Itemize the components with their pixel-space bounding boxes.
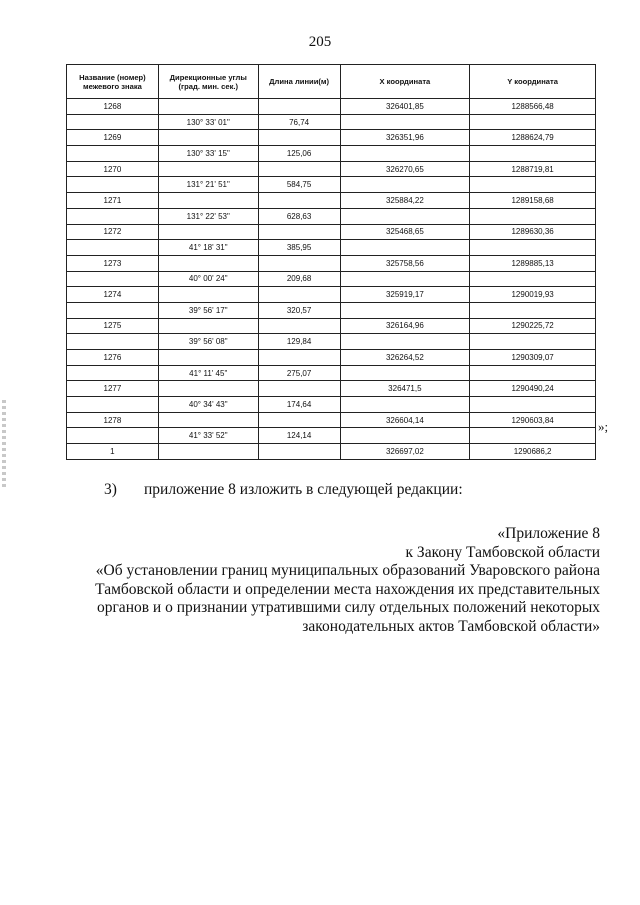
appendix-line: «Приложение 8 xyxy=(497,525,600,542)
cell-x-coordinate xyxy=(340,114,470,130)
table-row xyxy=(67,381,596,397)
cell-marker-name xyxy=(67,146,159,162)
cell-line-length xyxy=(258,381,340,397)
cell-x-coordinate: 325884,22 xyxy=(340,193,470,209)
cell-x-coordinate: 326697,02 xyxy=(340,444,470,460)
cell-direction-angle: 130° 33' 01" xyxy=(158,114,258,130)
coordinates-table xyxy=(66,64,596,460)
cell-line-length: 584,75 xyxy=(258,177,340,193)
cell-line-length xyxy=(258,99,340,115)
cell-marker-name xyxy=(67,177,159,193)
cell-line-length xyxy=(258,412,340,428)
cell-marker-name: 1276 xyxy=(67,350,159,366)
table-row xyxy=(67,177,596,193)
table-body xyxy=(67,99,596,460)
cell-y-coordinate: 1288719,81 xyxy=(470,161,596,177)
cell-y-coordinate xyxy=(470,365,596,381)
cell-y-coordinate xyxy=(470,240,596,256)
cell-marker-name xyxy=(67,240,159,256)
header-x-coordinate: X координата xyxy=(340,65,470,99)
cell-y-coordinate: 1290603,84 xyxy=(470,412,596,428)
cell-direction-angle xyxy=(158,193,258,209)
cell-marker-name xyxy=(67,334,159,350)
cell-x-coordinate xyxy=(340,240,470,256)
cell-y-coordinate xyxy=(470,177,596,193)
table-row xyxy=(67,397,596,413)
cell-direction-angle xyxy=(158,99,258,115)
cell-x-coordinate: 325468,65 xyxy=(340,224,470,240)
cell-line-length xyxy=(258,255,340,271)
amendment-item xyxy=(104,481,463,499)
cell-marker-name: 1269 xyxy=(67,130,159,146)
table-row xyxy=(67,193,596,209)
cell-y-coordinate: 1290686,2 xyxy=(470,444,596,460)
cell-y-coordinate xyxy=(470,271,596,287)
table-row xyxy=(67,365,596,381)
cell-x-coordinate xyxy=(340,365,470,381)
cell-marker-name: 1271 xyxy=(67,193,159,209)
table-row xyxy=(67,302,596,318)
cell-x-coordinate: 325758,56 xyxy=(340,255,470,271)
cell-marker-name xyxy=(67,365,159,381)
cell-x-coordinate: 325919,17 xyxy=(340,287,470,303)
cell-line-length: 129,84 xyxy=(258,334,340,350)
appendix-heading xyxy=(80,525,600,636)
amendment-item-number: 3) xyxy=(104,481,117,498)
cell-marker-name: 1278 xyxy=(67,412,159,428)
table-row xyxy=(67,287,596,303)
table-row xyxy=(67,350,596,366)
cell-direction-angle xyxy=(158,287,258,303)
cell-marker-name: 1270 xyxy=(67,161,159,177)
cell-line-length xyxy=(258,350,340,366)
cell-marker-name: 1 xyxy=(67,444,159,460)
cell-direction-angle xyxy=(158,224,258,240)
cell-line-length xyxy=(258,287,340,303)
cell-marker-name: 1268 xyxy=(67,99,159,115)
cell-y-coordinate: 1288624,79 xyxy=(470,130,596,146)
header-direction-angles: Дирекционные углы (град. мин. сек.) xyxy=(158,65,258,99)
cell-direction-angle: 131° 21' 51" xyxy=(158,177,258,193)
cell-marker-name xyxy=(67,208,159,224)
cell-marker-name xyxy=(67,114,159,130)
cell-line-length xyxy=(258,161,340,177)
cell-direction-angle: 130° 33' 15" xyxy=(158,146,258,162)
cell-x-coordinate xyxy=(340,397,470,413)
header-line-length: Длина линии(м) xyxy=(258,65,340,99)
page-number: 205 xyxy=(308,34,332,50)
table-row xyxy=(67,130,596,146)
cell-line-length: 385,95 xyxy=(258,240,340,256)
cell-direction-angle xyxy=(158,130,258,146)
cell-x-coordinate xyxy=(340,271,470,287)
table-row xyxy=(67,146,596,162)
cell-y-coordinate xyxy=(470,428,596,444)
cell-line-length xyxy=(258,130,340,146)
cell-x-coordinate: 326164,96 xyxy=(340,318,470,334)
cell-y-coordinate: 1289158,68 xyxy=(470,193,596,209)
cell-y-coordinate xyxy=(470,397,596,413)
table-row xyxy=(67,99,596,115)
table-row xyxy=(67,334,596,350)
cell-marker-name xyxy=(67,428,159,444)
cell-x-coordinate: 326270,65 xyxy=(340,161,470,177)
cell-marker-name xyxy=(67,302,159,318)
header-marker-name: Название (номер) межевого знака xyxy=(67,65,159,99)
table-row xyxy=(67,271,596,287)
cell-x-coordinate: 326471,5 xyxy=(340,381,470,397)
cell-marker-name: 1272 xyxy=(67,224,159,240)
cell-x-coordinate xyxy=(340,428,470,444)
cell-line-length: 320,57 xyxy=(258,302,340,318)
cell-direction-angle: 131° 22' 53" xyxy=(158,208,258,224)
cell-y-coordinate xyxy=(470,146,596,162)
cell-direction-angle: 41° 33' 52" xyxy=(158,428,258,444)
cell-y-coordinate: 1289630,36 xyxy=(470,224,596,240)
appendix-line: Тамбовской области и определении места нахождения их представительных xyxy=(95,580,600,598)
cell-y-coordinate: 1288566,48 xyxy=(470,99,596,115)
table-row xyxy=(67,428,596,444)
cell-line-length: 76,74 xyxy=(258,114,340,130)
cell-x-coordinate xyxy=(340,334,470,350)
cell-line-length: 209,68 xyxy=(258,271,340,287)
cell-line-length: 275,07 xyxy=(258,365,340,381)
cell-direction-angle: 39° 56' 17" xyxy=(158,302,258,318)
appendix-line: законодательных актов Тамбовской области» xyxy=(302,617,600,635)
cell-direction-angle xyxy=(158,318,258,334)
cell-marker-name xyxy=(67,271,159,287)
cell-x-coordinate: 326401,85 xyxy=(340,99,470,115)
cell-marker-name: 1277 xyxy=(67,381,159,397)
cell-y-coordinate: 1290019,93 xyxy=(470,287,596,303)
cell-line-length xyxy=(258,444,340,460)
cell-y-coordinate xyxy=(470,114,596,130)
cell-y-coordinate xyxy=(470,208,596,224)
table-row xyxy=(67,161,596,177)
header-y-coordinate: Y координата xyxy=(470,65,596,99)
table-row xyxy=(67,224,596,240)
table-row xyxy=(67,444,596,460)
amendment-item-text: приложение 8 изложить в следующей редакции: xyxy=(144,481,463,498)
cell-x-coordinate: 326351,96 xyxy=(340,130,470,146)
cell-line-length: 174,64 xyxy=(258,397,340,413)
cell-line-length: 628,63 xyxy=(258,208,340,224)
table-header-row xyxy=(67,65,596,99)
cell-line-length xyxy=(258,224,340,240)
cell-line-length: 124,14 xyxy=(258,428,340,444)
cell-direction-angle xyxy=(158,255,258,271)
cell-x-coordinate xyxy=(340,146,470,162)
closing-quote-mark: »; xyxy=(598,419,609,434)
cell-marker-name xyxy=(67,397,159,413)
appendix-line: к Закону Тамбовской области xyxy=(405,543,600,561)
table-row xyxy=(67,208,596,224)
table-row xyxy=(67,412,596,428)
cell-x-coordinate xyxy=(340,302,470,318)
appendix-line: «Об установлении границ муниципальных образований Уваровского района xyxy=(95,562,600,579)
cell-x-coordinate xyxy=(340,177,470,193)
cell-y-coordinate: 1290490,24 xyxy=(470,381,596,397)
cell-line-length xyxy=(258,193,340,209)
cell-direction-angle: 41° 11' 45" xyxy=(158,365,258,381)
cell-direction-angle: 39° 56' 08" xyxy=(158,334,258,350)
appendix-line: органов и о признании утратившими силу отдельных положений некоторых xyxy=(96,599,600,616)
cell-y-coordinate: 1290225,72 xyxy=(470,318,596,334)
cell-y-coordinate xyxy=(470,302,596,318)
table-row xyxy=(67,318,596,334)
cell-marker-name: 1274 xyxy=(67,287,159,303)
table-row xyxy=(67,114,596,130)
cell-x-coordinate: 326604,14 xyxy=(340,412,470,428)
cell-direction-angle xyxy=(158,444,258,460)
cell-y-coordinate xyxy=(470,334,596,350)
scan-margin-mark xyxy=(2,400,6,490)
table-row xyxy=(67,255,596,271)
cell-direction-angle xyxy=(158,412,258,428)
table-row xyxy=(67,240,596,256)
cell-line-length: 125,06 xyxy=(258,146,340,162)
cell-marker-name: 1273 xyxy=(67,255,159,271)
cell-direction-angle xyxy=(158,161,258,177)
cell-direction-angle: 40° 34' 43" xyxy=(158,397,258,413)
cell-y-coordinate: 1289885,13 xyxy=(470,255,596,271)
cell-direction-angle: 40° 00' 24" xyxy=(158,271,258,287)
cell-line-length xyxy=(258,318,340,334)
cell-direction-angle xyxy=(158,381,258,397)
cell-marker-name: 1275 xyxy=(67,318,159,334)
cell-direction-angle xyxy=(158,350,258,366)
cell-x-coordinate xyxy=(340,208,470,224)
cell-direction-angle: 41° 18' 31" xyxy=(158,240,258,256)
cell-y-coordinate: 1290309,07 xyxy=(470,350,596,366)
cell-x-coordinate: 326264,52 xyxy=(340,350,470,366)
